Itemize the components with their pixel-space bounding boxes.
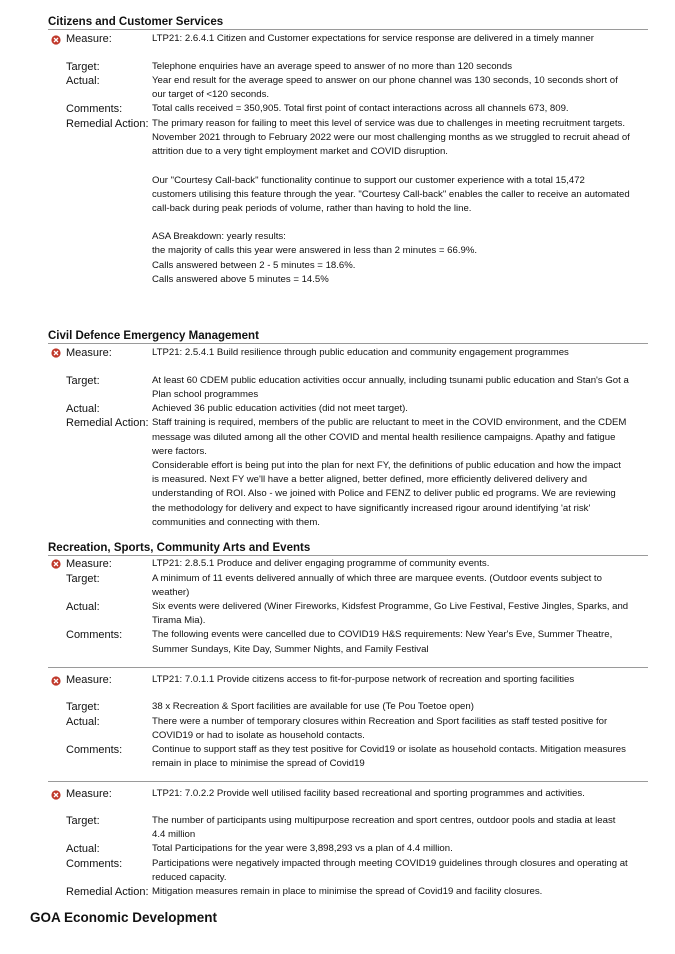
measure-text: LTP21: 2.6.4.1 Citizen and Customer expectations for service response are delivered in a timely manner xyxy=(152,33,594,44)
measure-block xyxy=(48,344,648,530)
remedial-label: Remedial Action: xyxy=(66,886,149,899)
actual-text: Total Participations for the year were 3,898,293 vs a plan of 4.4 million. xyxy=(152,843,453,855)
remedial-paragraph: The primary reason for failing to meet this level of service was due to challenges in meeting recruitment targets. November 2021 through to February 2022 were our most challenging months as we struggled to recruit ahead of attrition due to a very tight employment market and COVID disruption. xyxy=(152,117,630,158)
citizens-section xyxy=(48,15,648,287)
measure-block xyxy=(48,781,648,900)
x-circle-icon xyxy=(51,348,61,358)
actual-label: Actual: xyxy=(66,600,100,613)
comments-label: Comments: xyxy=(66,629,123,642)
actual-label: Actual: xyxy=(66,715,100,728)
actual-label: Actual: xyxy=(66,843,100,856)
actual-text: Achieved 36 public education activities (did not meet target). xyxy=(152,402,408,414)
measure-block xyxy=(48,30,648,287)
actual-text: Year end result for the average speed to answer on our phone channel was 130 seconds, 10 seconds short of our target of <120 seconds. xyxy=(152,75,618,101)
measure-block xyxy=(48,667,648,781)
target-text: The number of participants using multipurpose recreation and sport centres, outdoor pools and stadia at least 4.4 million xyxy=(152,815,616,841)
section-title: Civil Defence Emergency Management xyxy=(48,329,648,344)
comments-label: Comments: xyxy=(66,857,123,870)
x-circle-icon xyxy=(51,676,61,686)
x-circle-icon xyxy=(51,559,61,569)
measure-block xyxy=(48,556,648,667)
target-text: Telephone enquiries have an average speed to answer of no more than 120 seconds xyxy=(152,60,513,72)
measure-label: Measure: xyxy=(66,33,112,45)
measure-label: Measure: xyxy=(66,558,112,570)
target-text: A minimum of 11 events delivered annually of which three are marquee events. (Outdoor events subject to weather) xyxy=(152,572,602,598)
remedial-paragraph: Staff training is required, members of the public are reluctant to meet in the COVID environment, and the CDEM message was diluted among all the other COVID and mental health resilience campaigns. Apathy and fatigue were factors. xyxy=(152,417,627,457)
measure-label: Measure: xyxy=(66,347,112,359)
measure-label: Measure: xyxy=(66,673,112,686)
remedial-paragraph: the majority of calls this year were answered in less than 2 minutes = 66.9%. xyxy=(152,245,478,257)
actual-label: Actual: xyxy=(66,75,100,87)
comments-text: Total calls received = 350,905. Total first point of contact interactions across all channels 673, 809. xyxy=(152,103,569,115)
remedial-paragraph: Considerable effort is being put into the plan for next FY, the definitions of public education and how the impact is measured. Next FY we'll have a better aligned, better defined, more efficiently delivered delivery and understanding of ROI. Also - we joined with Police and FENZ to deliver public ed programs. We are reviewing the methodology for delivery and expect to have significantly increased rigour around identifying 'at risk' communities and connecting with them. xyxy=(152,460,621,528)
actual-text: Six events were delivered (Winer Fireworks, Kidsfest Programme, Go Live Festival, Festive Jingles, Sparks, and Tirama Mia). xyxy=(152,600,629,627)
x-circle-icon xyxy=(51,790,61,800)
remedial-text xyxy=(152,117,630,287)
comments-text: The following events were cancelled due to COVID19 H&S requirements: New Year's Eve, Summer Theatre, Summer Sundays, Kite Day, Summer Nights, and Family Festival xyxy=(152,629,613,655)
actual-label: Actual: xyxy=(66,402,100,415)
measure-label: Measure: xyxy=(66,787,112,800)
target-text: 38 x Recreation & Sport facilities are available for use (Te Pou Toetoe open) xyxy=(152,701,474,713)
remedial-label: Remedial Action: xyxy=(66,117,149,130)
target-label: Target: xyxy=(66,572,100,585)
measure-text: LTP21: 7.0.1.1 Provide citizens access to fit-for-purpose network of recreation and sporting facilities xyxy=(152,673,575,685)
remedial-paragraph: Our "Courtesy Call-back" functionality continue to support our customer experience with a total 15,472 customers utilising this feature through the year. "Courtesy Call-back" enables the caller to receive an automated call-back during peak periods of volume, rather than having to hold the line. xyxy=(152,174,630,214)
remedial-paragraph: Calls answered above 5 minutes = 14.5% xyxy=(152,273,329,285)
measure-text: LTP21: 2.5.4.1 Build resilience through public education and community engagement programmes xyxy=(152,347,569,358)
measure-text: LTP21: 7.0.2.2 Provide well utilised facility based recreational and sporting programmes and activities. xyxy=(152,787,585,799)
next-section-heading: GOA Economic Development xyxy=(30,910,218,925)
section-title: Citizens and Customer Services xyxy=(48,15,648,30)
target-label: Target: xyxy=(66,701,100,714)
actual-text: There were a number of temporary closures within Recreation and Sport facilities as staff tested positive for COVID19 or had to isolate as household contacts. xyxy=(152,715,608,741)
recreation-section xyxy=(48,541,648,900)
x-circle-icon xyxy=(51,35,61,45)
remedial-paragraph: ASA Breakdown: yearly results: xyxy=(152,231,286,243)
comments-label: Comments: xyxy=(66,103,123,116)
target-label: Target: xyxy=(66,815,100,828)
measure-text: LTP21: 2.8.5.1 Produce and deliver engaging programme of community events. xyxy=(152,558,490,569)
cdem-section xyxy=(48,329,648,530)
remedial-text: Mitigation measures remain in place to minimise the spread of Covid19 and facility closures. xyxy=(152,886,543,898)
target-label: Target: xyxy=(66,60,100,73)
target-text: At least 60 CDEM public education activities occur annually, including tsunami public education and Stan's Got a Plan school programmes xyxy=(152,374,629,400)
comments-text: Continue to support staff as they test positive for Covid19 or isolate as household contacts. Mitigation measures remain in place to minimise the spread of Covid19 xyxy=(152,744,626,770)
remedial-label: Remedial Action: xyxy=(66,417,149,430)
remedial-text xyxy=(152,416,630,530)
comments-text: Participations were negatively impacted through meeting COVID19 guidelines through closures and operating at reduced capacity. xyxy=(152,857,628,884)
section-title: Recreation, Sports, Community Arts and Events xyxy=(48,541,648,556)
comments-label: Comments: xyxy=(66,744,123,757)
remedial-paragraph: Calls answered between 2 - 5 minutes = 18.6%. xyxy=(152,259,356,271)
target-label: Target: xyxy=(66,374,100,387)
